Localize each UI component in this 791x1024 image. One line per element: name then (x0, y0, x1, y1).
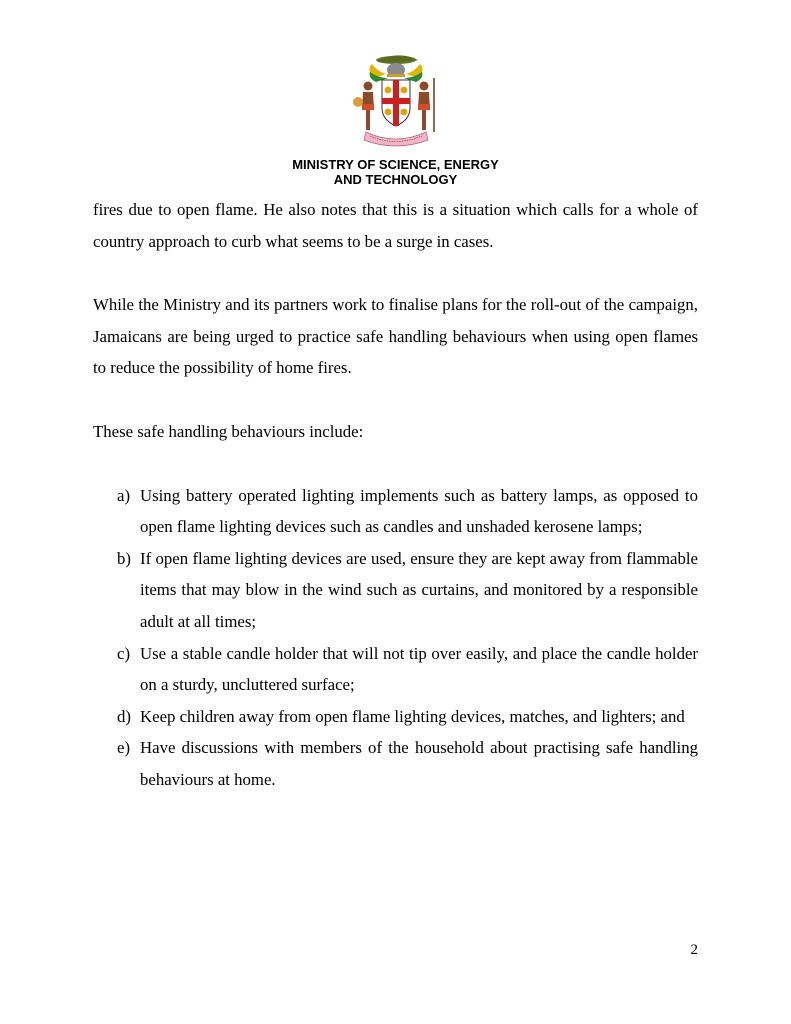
ministry-name-line1: MINISTRY OF SCIENCE, ENERGY (292, 157, 499, 172)
page-number: 2 (690, 942, 698, 958)
list-item (93, 701, 698, 733)
list-marker: a) (117, 485, 131, 505)
paragraph: While the Ministry and its partners work to finalise plans for the roll-out of the campaign, Jamaicans are being urged to practice safe handling behaviours when using open flames to reduce the possibility of home fires. (93, 295, 698, 378)
list-item-text: If open flame lighting devices are used, ensure they are kept away from flammable items that may blow in the wind such as curtains, and monitored by a responsible adult at all times; (140, 548, 698, 631)
letterhead (0, 48, 791, 187)
list-item (93, 543, 698, 638)
list-item-text: Use a stable candle holder that will not tip over easily, and place the candle holder on a sturdy, uncluttered surface; (140, 643, 698, 695)
list-item (93, 480, 698, 543)
coat-of-arms-logo (344, 48, 448, 152)
list-item (93, 732, 698, 795)
list-marker: d) (117, 706, 131, 726)
ministry-name-line2: AND TECHNOLOGY (333, 172, 458, 187)
paragraph: fires due to open flame. He also notes that this is a situation which calls for a whole of country approach to curb what seems to be a surge in cases. (93, 200, 698, 251)
list-item-text: Keep children away from open flame lighting devices, matches, and lighters; and (140, 706, 685, 726)
list-marker: b) (117, 548, 131, 568)
list-item-text: Have discussions with members of the household about practising safe handling behaviours at home. (140, 738, 698, 789)
list-item-text: Using battery operated lighting implements such as battery lamps, as opposed to open flame lighting devices such as candles and unshaded kerosene lamps; (140, 485, 698, 537)
document-body (93, 194, 698, 796)
list-item (93, 638, 698, 701)
safety-behaviours-list (93, 480, 698, 796)
list-marker: e) (117, 738, 131, 758)
list-marker: c) (117, 643, 131, 663)
paragraph: These safe handling behaviours include: (93, 421, 364, 441)
